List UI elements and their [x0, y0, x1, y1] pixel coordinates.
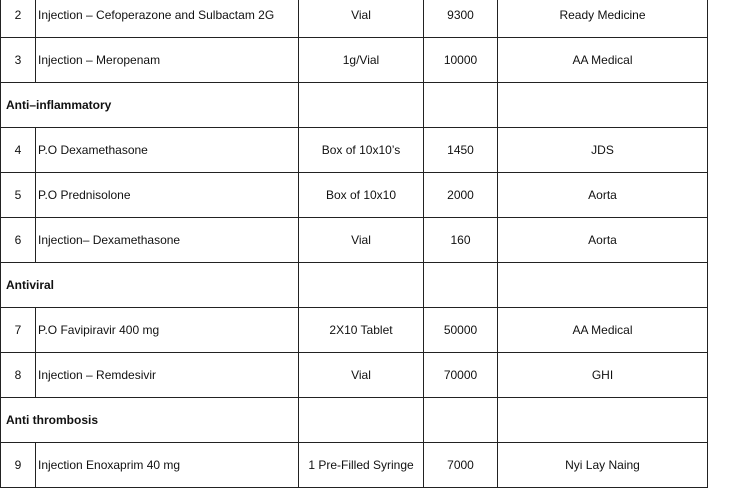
table-edge: [708, 353, 738, 398]
table-edge: [708, 83, 738, 128]
table-row: [1, 308, 738, 353]
medicine-name: Injection– Dexamethasone: [36, 218, 299, 263]
table-row: [1, 38, 738, 83]
empty-cell: [498, 398, 708, 443]
supplier: Nyi Lay Naing: [498, 443, 708, 488]
quantity: 9300: [424, 0, 498, 38]
unit: Box of 10x10: [299, 173, 424, 218]
item-number: 3: [1, 38, 36, 83]
supplier: GHI: [498, 353, 708, 398]
table-edge: [708, 0, 738, 38]
category-row: [1, 83, 738, 128]
item-number: 8: [1, 353, 36, 398]
medicine-name: P.O Dexamethasone: [36, 128, 299, 173]
empty-cell: [424, 83, 498, 128]
table-edge: [708, 398, 738, 443]
item-number: 7: [1, 308, 36, 353]
empty-cell: [299, 83, 424, 128]
table-row: [1, 0, 738, 38]
supplier: JDS: [498, 128, 708, 173]
quantity: 50000: [424, 308, 498, 353]
unit: Vial: [299, 218, 424, 263]
category-label: Antiviral: [1, 263, 299, 308]
table-row: [1, 443, 738, 488]
supplier: Ready Medicine: [498, 0, 708, 38]
category-row: [1, 263, 738, 308]
unit: Vial: [299, 353, 424, 398]
empty-cell: [424, 398, 498, 443]
medicine-name: Injection – Meropenam: [36, 38, 299, 83]
supplier: AA Medical: [498, 308, 708, 353]
empty-cell: [299, 398, 424, 443]
table-row: [1, 128, 738, 173]
supplier: AA Medical: [498, 38, 708, 83]
medicine-name: P.O Prednisolone: [36, 173, 299, 218]
unit: 1g/Vial: [299, 38, 424, 83]
category-row: [1, 398, 738, 443]
category-label: Anti thrombosis: [1, 398, 299, 443]
empty-cell: [498, 263, 708, 308]
quantity: 70000: [424, 353, 498, 398]
table-edge: [708, 128, 738, 173]
quantity: 10000: [424, 38, 498, 83]
quantity: 7000: [424, 443, 498, 488]
unit: 2X10 Tablet: [299, 308, 424, 353]
medicine-name: Injection – Remdesivir: [36, 353, 299, 398]
quantity: 1450: [424, 128, 498, 173]
medicine-name: Injection – Cefoperazone and Sulbactam 2G: [36, 0, 299, 38]
item-number: 4: [1, 128, 36, 173]
unit: Vial: [299, 0, 424, 38]
table-edge: [708, 443, 738, 488]
unit: Box of 10x10’s: [299, 128, 424, 173]
empty-cell: [498, 83, 708, 128]
table-edge: [708, 308, 738, 353]
medicine-table-body: [1, 0, 738, 488]
item-number: 6: [1, 218, 36, 263]
supplier: Aorta: [498, 218, 708, 263]
item-number: 5: [1, 173, 36, 218]
table-row: [1, 218, 738, 263]
table-row: [1, 173, 738, 218]
table-edge: [708, 218, 738, 263]
table-edge: [708, 38, 738, 83]
table-edge: [708, 263, 738, 308]
medicine-name: Injection Enoxaprim 40 mg: [36, 443, 299, 488]
medicine-name: P.O Favipiravir 400 mg: [36, 308, 299, 353]
quantity: 160: [424, 218, 498, 263]
table-edge: [708, 173, 738, 218]
item-number: 2: [1, 0, 36, 38]
table-row: [1, 353, 738, 398]
item-number: 9: [1, 443, 36, 488]
empty-cell: [424, 263, 498, 308]
category-label: Anti–inflammatory: [1, 83, 299, 128]
unit: 1 Pre-Filled Syringe: [299, 443, 424, 488]
quantity: 2000: [424, 173, 498, 218]
empty-cell: [299, 263, 424, 308]
supplier: Aorta: [498, 173, 708, 218]
